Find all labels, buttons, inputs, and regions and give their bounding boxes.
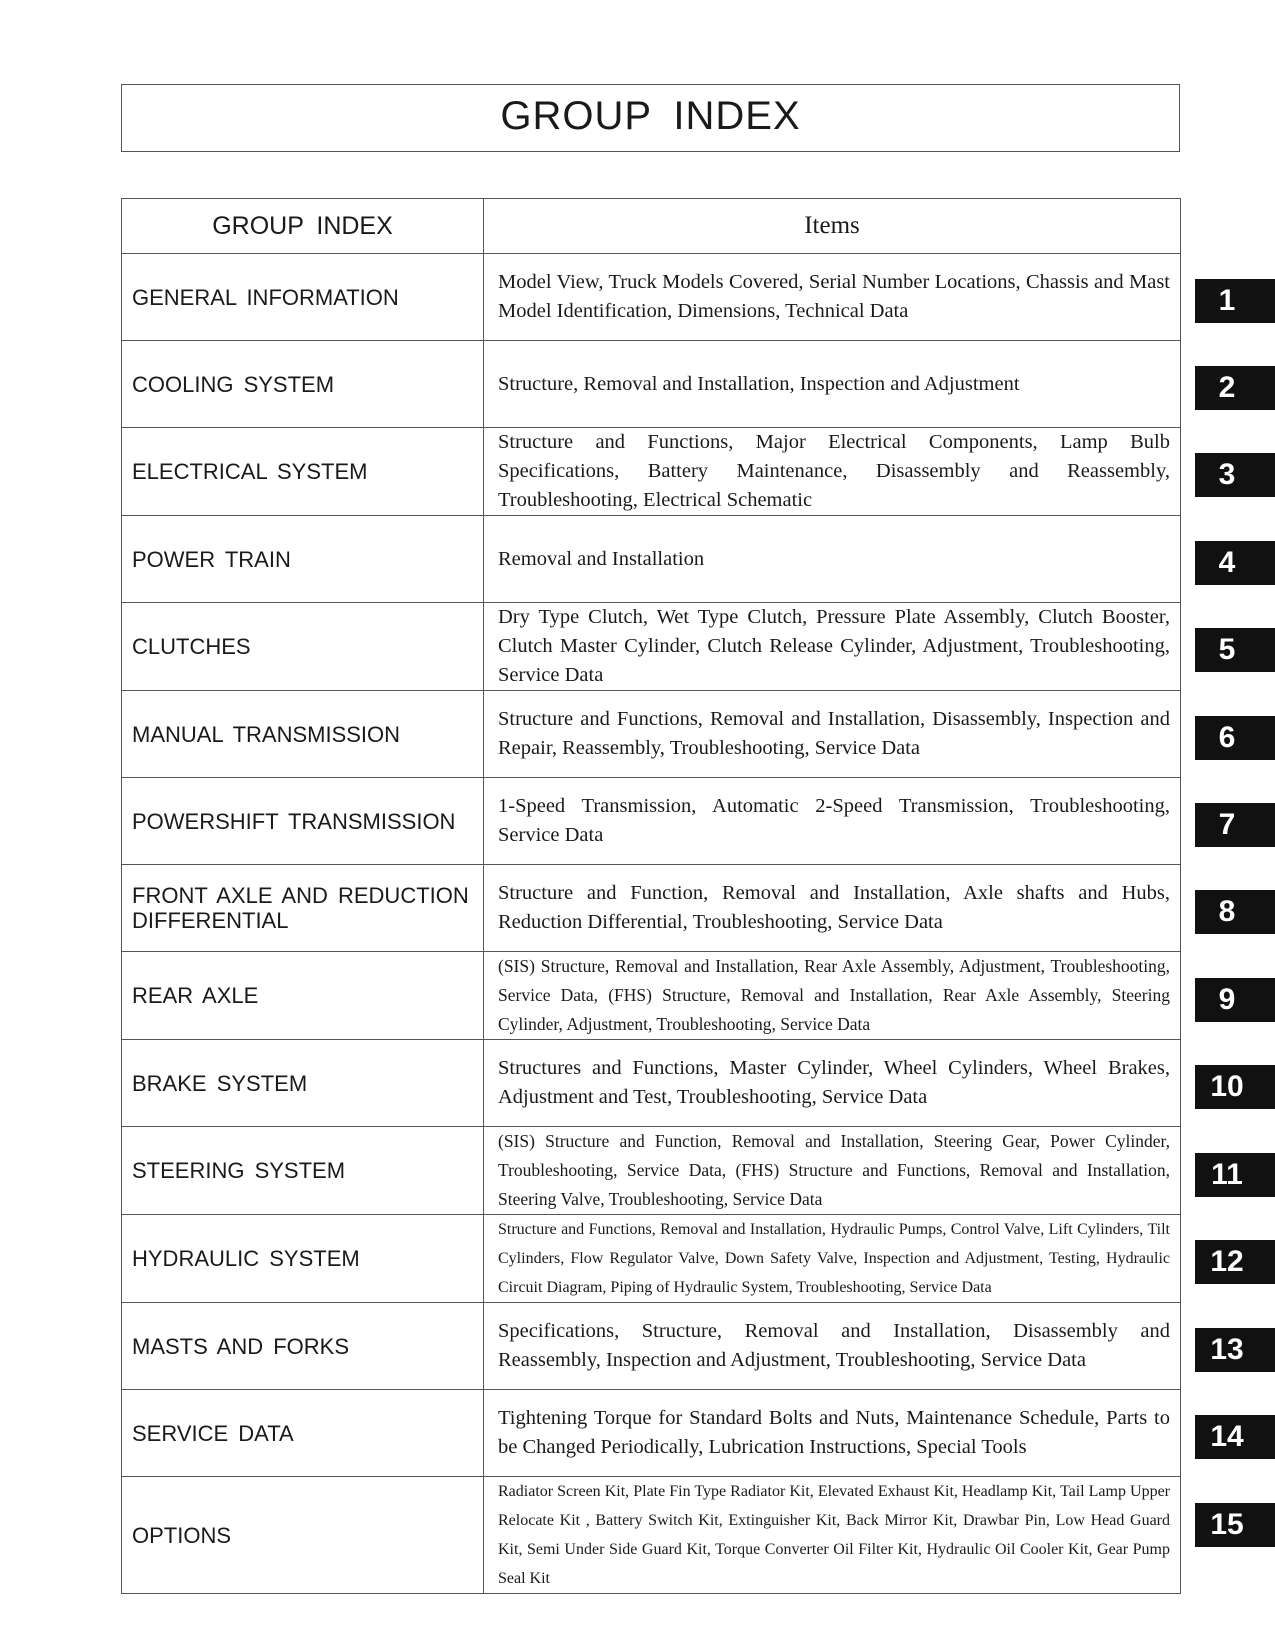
group-index-table	[121, 198, 1181, 1594]
group-items: Structure and Functions, Removal and Installation, Hydraulic Pumps, Control Valve, Lift Cylinders, Tilt Cylinders, Flow Regulator Valve, Down Safety Valve, Inspection and Adjustment, Testing, Hydraulic Circuit Diagram, Piping of Hydraulic System, Troubleshooting, Service Data	[484, 1215, 1181, 1303]
group-items: Structure and Functions, Removal and Installation, Disassembly, Inspection and Repair, Reassembly, Troubleshooting, Service Data	[484, 691, 1181, 778]
table-row	[122, 1215, 1181, 1303]
table-header-row	[122, 199, 1181, 254]
section-tab-11[interactable]: 11	[1195, 1153, 1275, 1197]
section-tab-14[interactable]: 14	[1195, 1415, 1275, 1459]
page-title: GROUP INDEX	[500, 93, 801, 138]
table-row	[122, 1040, 1181, 1127]
section-tab-3[interactable]: 3	[1195, 453, 1275, 497]
table-row	[122, 1477, 1181, 1594]
section-tab-7[interactable]: 7	[1195, 803, 1275, 847]
table-row	[122, 778, 1181, 865]
group-name[interactable]: HYDRAULIC SYSTEM	[122, 1215, 484, 1303]
section-tab-8[interactable]: 8	[1195, 890, 1275, 934]
group-name[interactable]: POWERSHIFT TRANSMISSION	[122, 778, 484, 865]
group-name[interactable]: BRAKE SYSTEM	[122, 1040, 484, 1127]
table-row	[122, 603, 1181, 691]
group-name[interactable]: OPTIONS	[122, 1477, 484, 1594]
table-row	[122, 254, 1181, 341]
section-tab-15[interactable]: 15	[1195, 1503, 1275, 1547]
group-items: Removal and Installation	[484, 516, 1181, 603]
group-items: Structure, Removal and Installation, Inspection and Adjustment	[484, 341, 1181, 428]
table-row	[122, 428, 1181, 516]
group-items: Structure and Functions, Major Electrical Components, Lamp Bulb Specifications, Battery Maintenance, Disassembly and Reassembly, Troubleshooting, Electrical Schematic	[484, 428, 1181, 516]
group-items: 1-Speed Transmission, Automatic 2-Speed Transmission, Troubleshooting, Service Data	[484, 778, 1181, 865]
group-items: Tightening Torque for Standard Bolts and Nuts, Maintenance Schedule, Parts to be Changed Periodically, Lubrication Instructions, Special Tools	[484, 1390, 1181, 1477]
group-name[interactable]: MANUAL TRANSMISSION	[122, 691, 484, 778]
group-name[interactable]: POWER TRAIN	[122, 516, 484, 603]
section-tab-5[interactable]: 5	[1195, 628, 1275, 672]
section-tab-4[interactable]: 4	[1195, 541, 1275, 585]
table-row	[122, 516, 1181, 603]
group-items: Specifications, Structure, Removal and Installation, Disassembly and Reassembly, Inspection and Adjustment, Troubleshooting, Service Data	[484, 1303, 1181, 1390]
group-items: Structures and Functions, Master Cylinder, Wheel Cylinders, Wheel Brakes, Adjustment and Test, Troubleshooting, Service Data	[484, 1040, 1181, 1127]
table-row	[122, 691, 1181, 778]
table-row	[122, 865, 1181, 952]
group-items: Structure and Function, Removal and Installation, Axle shafts and Hubs, Reduction Differential, Troubleshooting, Service Data	[484, 865, 1181, 952]
section-tab-9[interactable]: 9	[1195, 978, 1275, 1022]
section-tab-12[interactable]: 12	[1195, 1240, 1275, 1284]
section-tab-6[interactable]: 6	[1195, 716, 1275, 760]
table-row	[122, 341, 1181, 428]
group-name[interactable]: ELECTRICAL SYSTEM	[122, 428, 484, 516]
group-name[interactable]: GENERAL INFORMATION	[122, 254, 484, 341]
group-name[interactable]: COOLING SYSTEM	[122, 341, 484, 428]
group-items: (SIS) Structure, Removal and Installation, Rear Axle Assembly, Adjustment, Troubleshooting, Service Data, (FHS) Structure, Removal and Installation, Rear Axle Assembly, Steering Cylinder, Adjustment, Troubleshooting, Service Data	[484, 952, 1181, 1040]
table-row	[122, 1127, 1181, 1215]
group-items: Model View, Truck Models Covered, Serial Number Locations, Chassis and Mast Model Identification, Dimensions, Technical Data	[484, 254, 1181, 341]
group-name[interactable]: CLUTCHES	[122, 603, 484, 691]
table-row	[122, 952, 1181, 1040]
page-title-box	[121, 84, 1180, 152]
group-name[interactable]: SERVICE DATA	[122, 1390, 484, 1477]
section-tab-2[interactable]: 2	[1195, 366, 1275, 410]
section-tab-10[interactable]: 10	[1195, 1065, 1275, 1109]
group-items: Radiator Screen Kit, Plate Fin Type Radiator Kit, Elevated Exhaust Kit, Headlamp Kit, Tail Lamp Upper Relocate Kit , Battery Switch Kit, Extinguisher Kit, Back Mirror Kit, Drawbar Pin, Low Head Guard Kit, Semi Under Side Guard Kit, Torque Converter Oil Filter Kit, Hydraulic Oil Cooler Kit, Gear Pump Seal Kit	[484, 1477, 1181, 1594]
group-name[interactable]: REAR AXLE	[122, 952, 484, 1040]
table-row	[122, 1303, 1181, 1390]
section-tab-1[interactable]: 1	[1195, 279, 1275, 323]
section-tab-13[interactable]: 13	[1195, 1328, 1275, 1372]
header-group-index: GROUP INDEX	[122, 199, 484, 254]
table-row	[122, 1390, 1181, 1477]
group-name[interactable]: MASTS AND FORKS	[122, 1303, 484, 1390]
group-items: (SIS) Structure and Function, Removal and Installation, Steering Gear, Power Cylinder, Troubleshooting, Service Data, (FHS) Structure and Functions, Removal and Installation, Steering Valve, Troubleshooting, Service Data	[484, 1127, 1181, 1215]
header-items: Items	[484, 199, 1181, 254]
group-name[interactable]: FRONT AXLE AND REDUCTION DIFFERENTIAL	[122, 865, 484, 952]
group-items: Dry Type Clutch, Wet Type Clutch, Pressure Plate Assembly, Clutch Booster, Clutch Master Cylinder, Clutch Release Cylinder, Adjustment, Troubleshooting, Service Data	[484, 603, 1181, 691]
group-name[interactable]: STEERING SYSTEM	[122, 1127, 484, 1215]
